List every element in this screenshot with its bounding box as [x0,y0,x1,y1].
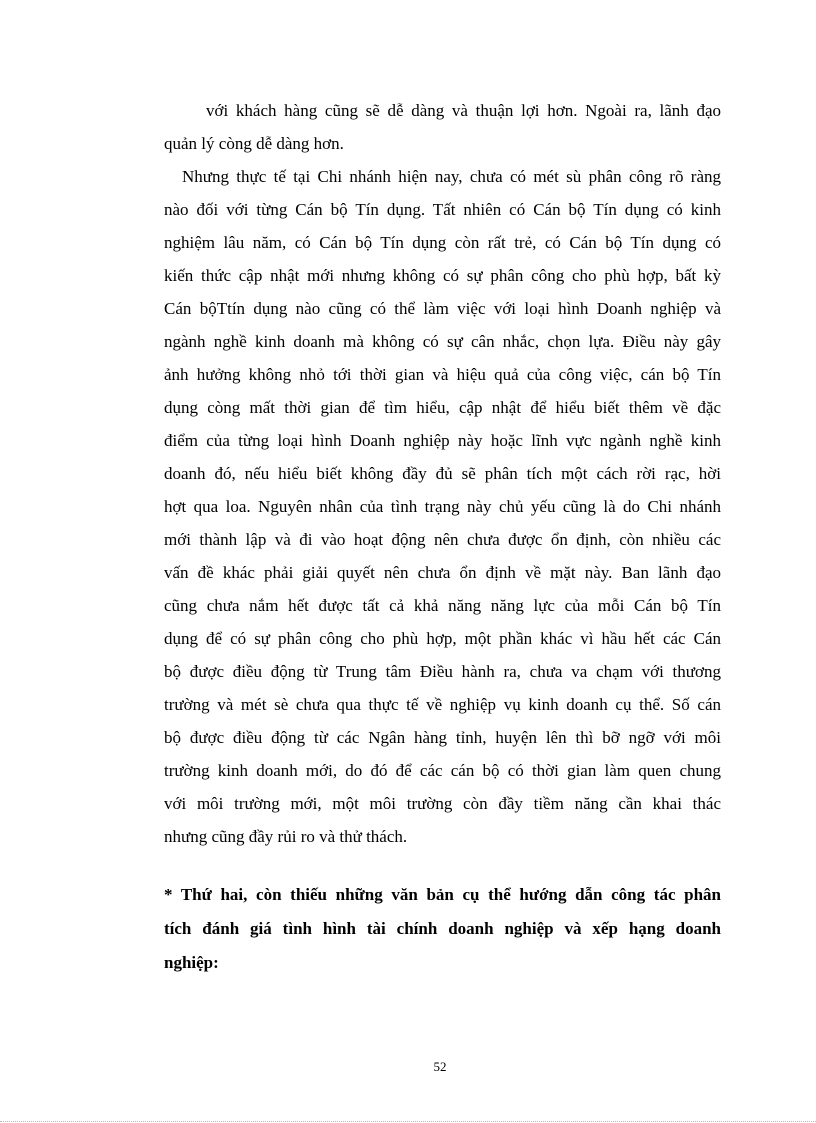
body-line: hợt qua loa. Nguyên nhân của tình trạng này chủ yếu cũng là do Chi nhánh [164,497,721,516]
body-line: vấn đề khác phải giải quyết nên chưa ổn định về mặt này. Ban lãnh đạo [164,563,721,582]
body-line: cũng chưa nắm hết được tất cả khả năng năng lực của mỗi Cán bộ Tín [164,596,721,615]
body-line: kiến thức cập nhật mới nhưng không có sự phân công cho phù hợp, bất kỳ [164,266,721,285]
body-line: điểm của từng loại hình Doanh nghiệp này hoặc lĩnh vực ngành nghề kinh [164,431,721,450]
body-line: nào đối với từng Cán bộ Tín dụng. Tất nhiên có Cán bộ Tín dụng có kinh [164,200,721,219]
body-line: Nhưng thực tế tại Chi nhánh hiện nay, chưa có mét sù phân công rõ ràng [182,167,721,186]
section-heading-line: nghiệp: [164,953,219,972]
body-line: nhưng cũng đầy rủi ro và thử thách. [164,827,408,846]
section-heading-line: tích đánh giá tình hình tài chính doanh nghiệp và xếp hạng doanh [164,919,721,938]
body-line: dụng để có sự phân công cho phù hợp, một phần khác vì hầu hết các Cán [164,629,721,648]
body-line: quản lý còng dễ dàng hơn. [164,134,344,153]
body-line: ảnh hưởng không nhỏ tới thời gian và hiệu quả của công việc, cán bộ Tín [164,365,721,384]
section-heading-line: * Thứ hai, còn thiếu những văn bản cụ thể hướng dẫn công tác phân [164,885,721,904]
body-line: doanh đó, nếu hiểu biết không đầy đủ sẽ phân tích một cách rời rạc, hời [164,464,721,483]
page-number: 52 [433,1059,447,1074]
body-line: bộ được điều động từ Trung tâm Điều hành ra, chưa va chạm với thương [164,662,721,681]
body-line: dụng còng mất thời gian để tìm hiểu, cập nhật để hiểu biết thêm về đặc [164,398,721,417]
body-line: trường và mét sè chưa qua thực tế về nghiệp vụ kinh doanh cụ thể. Số cán [164,695,721,714]
body-line: với khách hàng cũng sẽ dễ dàng và thuận lợi hơn. Ngoài ra, lãnh đạo [206,101,721,120]
body-line: nghiệm lâu năm, có Cán bộ Tín dụng còn rất trẻ, có Cán bộ Tín dụng có [164,233,721,252]
body-line: với môi trường mới, một môi trường còn đầy tiềm năng cần khai thác [164,794,721,813]
body-line: bộ được điều động từ các Ngân hàng tỉnh, huyện lên thì bỡ ngỡ với môi [164,728,721,747]
body-line: mới thành lập và đi vào hoạt động nên chưa được ổn định, còn nhiều các [164,530,721,549]
body-line: trường kinh doanh mới, do đó để các cán bộ có thời gian làm quen chung [164,761,721,780]
page-bottom-divider [0,1121,816,1122]
body-line: ngành nghề kinh doanh mà không có sự cân nhắc, chọn lựa. Điều này gây [164,332,721,351]
body-line: Cán bộTtín dụng nào cũng có thể làm việc với loại hình Doanh nghiệp và [164,299,721,318]
